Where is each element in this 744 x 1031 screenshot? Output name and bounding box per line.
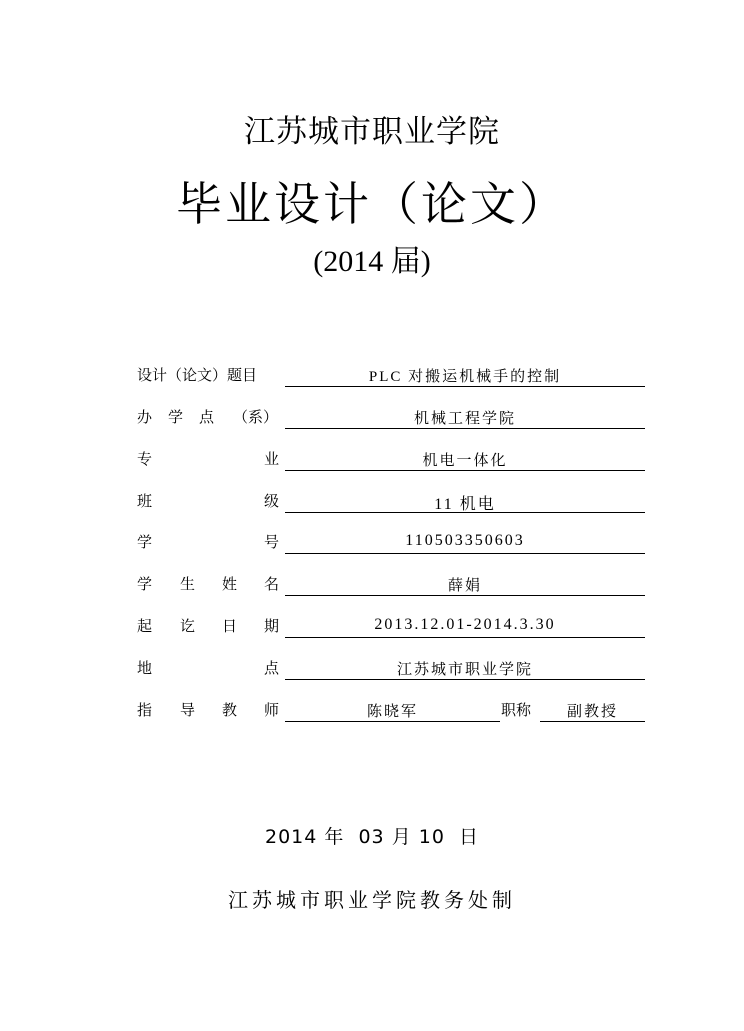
field-location-value: 江苏城市职业学院 — [396, 660, 533, 678]
field-class-value: 11 机电 — [434, 496, 496, 513]
field-student-name-label: 学 生 姓 名 — [137, 575, 280, 593]
field-advisor-value: 陈晓军 — [366, 702, 418, 720]
field-department — [137, 404, 645, 428]
field-location-label: 地 点 — [137, 659, 280, 677]
field-department-line — [285, 404, 645, 429]
field-student-id-label: 学 号 — [137, 533, 280, 551]
field-advisor-line — [285, 697, 500, 722]
field-student-name-line — [285, 571, 645, 596]
field-major-value: 机电一体化 — [422, 451, 508, 469]
field-student-id-value: 110503350603 — [405, 532, 525, 549]
field-class-label: 班 级 — [137, 492, 280, 510]
field-period-line — [285, 613, 645, 638]
field-class-line — [285, 488, 645, 513]
submission-date: 2014 年 03 月 10 日 — [265, 826, 479, 848]
document-title: 毕业设计（论文） — [176, 177, 568, 231]
field-topic-label: 设计（论文）题目 — [137, 366, 258, 384]
field-topic-value: PLC 对搬运机械手的控制 — [368, 369, 562, 385]
field-student-name-value: 薛娟 — [447, 576, 482, 594]
field-period-value: 2013.12.01-2014.3.30 — [374, 616, 556, 633]
field-class — [137, 488, 645, 512]
field-advisor-label: 指 导 教 师 — [137, 701, 280, 719]
field-topic-line — [285, 362, 645, 387]
field-major-label: 专 业 — [137, 450, 280, 468]
field-major-line — [285, 446, 645, 471]
field-student-id-line — [285, 529, 645, 554]
issuing-office: 江苏城市职业学院教务处制 — [228, 888, 516, 912]
field-period-label: 起 讫 日 期 — [137, 617, 280, 635]
field-advisor-title-value: 副教授 — [566, 702, 618, 720]
field-major — [137, 446, 645, 470]
field-period — [137, 613, 645, 637]
school-title: 江苏城市职业学院 — [244, 114, 500, 150]
field-advisor-title-line — [540, 697, 645, 722]
field-department-value: 机械工程学院 — [413, 409, 516, 427]
field-location — [137, 655, 645, 679]
graduation-year: (2014 届) — [313, 245, 431, 278]
field-department-label: 办 学 点 （系） — [137, 408, 279, 426]
field-advisor-title-label: 职称 — [501, 701, 532, 719]
field-student-name — [137, 571, 645, 595]
field-advisor — [137, 697, 645, 721]
field-student-id — [137, 529, 645, 553]
field-location-line — [285, 655, 645, 680]
field-topic — [137, 362, 645, 386]
